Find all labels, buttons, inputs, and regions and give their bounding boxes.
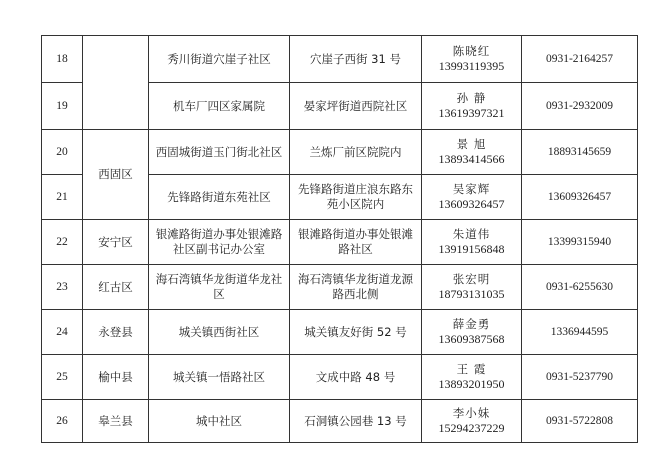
phone-cell: 0931-6255630: [522, 265, 638, 310]
contact-phone: 13893201950: [438, 377, 505, 391]
address-cell: 银滩路街道办事处银滩路社区: [290, 220, 422, 265]
address-cell: 文成中路 48 号: [290, 355, 422, 400]
community-cell: 海石湾镇华龙街道华龙社区: [149, 265, 290, 310]
community-cell: 城中社区: [149, 400, 290, 443]
address-cell: 石洞镇公园巷 13 号: [290, 400, 422, 443]
address-cell: 穴崖子西街 31 号: [290, 36, 422, 83]
phone-cell: 13609326457: [522, 175, 638, 220]
row-number: 26: [42, 400, 83, 443]
contact-cell: [422, 220, 522, 265]
row-number: 20: [42, 130, 83, 175]
district-cell: 榆中县: [83, 355, 149, 400]
community-cell: 先锋路街道东苑社区: [149, 175, 290, 220]
table-row: [42, 355, 638, 400]
phone-cell: 0931-2932009: [522, 83, 638, 130]
contact-name: 朱道伟: [452, 227, 491, 241]
contact-name: 景 旭: [456, 137, 487, 151]
district-cell: 安宁区: [83, 220, 149, 265]
contact-phone: 15294237229: [438, 421, 505, 435]
contact-cell: [422, 265, 522, 310]
contact-cell: [422, 36, 522, 83]
row-number: 18: [42, 36, 83, 83]
contact-name: 李小妹: [452, 406, 491, 420]
row-number: 19: [42, 83, 83, 130]
phone-cell: 13399315940: [522, 220, 638, 265]
district-cell: [83, 36, 149, 130]
contact-cell: [422, 175, 522, 220]
row-number: 25: [42, 355, 83, 400]
community-contact-table: [41, 35, 638, 443]
contact-cell: [422, 83, 522, 130]
contact-cell: [422, 400, 522, 443]
contact-cell: [422, 130, 522, 175]
contact-name: 陈晓红: [452, 44, 491, 58]
table-row: [42, 310, 638, 355]
table-row: [42, 265, 638, 310]
phone-cell: 1336944595: [522, 310, 638, 355]
contact-phone: 13919156848: [438, 242, 505, 256]
address-cell: 晏家坪街道西院社区: [290, 83, 422, 130]
community-cell: 城关镇一悟路社区: [149, 355, 290, 400]
table-row: [42, 36, 638, 83]
address-cell: 海石湾镇华龙街道龙源路西北侧: [290, 265, 422, 310]
contact-phone: 13893414566: [438, 152, 505, 166]
district-cell: 红古区: [83, 265, 149, 310]
row-number: 24: [42, 310, 83, 355]
address-cell: 城关镇友好街 52 号: [290, 310, 422, 355]
address-cell: 先锋路街道庄浪东路东苑小区院内: [290, 175, 422, 220]
contact-cell: [422, 310, 522, 355]
community-cell: 西固城街道玉门街北社区: [149, 130, 290, 175]
phone-cell: 0931-2164257: [522, 36, 638, 83]
community-cell: 银滩路街道办事处银滩路社区副书记办公室: [149, 220, 290, 265]
district-cell: 皋兰县: [83, 400, 149, 443]
address-cell: 兰炼厂前区院院内: [290, 130, 422, 175]
community-cell: 秀川街道穴崖子社区: [149, 36, 290, 83]
contact-cell: [422, 355, 522, 400]
contact-phone: 13619397321: [438, 106, 505, 120]
community-cell: 城关镇西街社区: [149, 310, 290, 355]
row-number: 21: [42, 175, 83, 220]
contact-name: 张宏明: [452, 272, 491, 286]
district-cell: 永登县: [83, 310, 149, 355]
table-row: [42, 130, 638, 175]
contact-name: 吴家辉: [452, 182, 491, 196]
table-row: [42, 400, 638, 443]
district-cell: 西固区: [83, 130, 149, 220]
phone-cell: 0931-5722808: [522, 400, 638, 443]
phone-cell: 0931-5237790: [522, 355, 638, 400]
contact-name: 薛金勇: [452, 317, 491, 331]
community-cell: 机车厂四区家属院: [149, 83, 290, 130]
contact-name: 孙 静: [456, 91, 487, 105]
phone-cell: 18893145659: [522, 130, 638, 175]
table-row: [42, 220, 638, 265]
contact-phone: 13609326457: [438, 197, 505, 211]
contact-name: 王 霞: [456, 362, 487, 376]
contact-phone: 13993119395: [438, 59, 505, 73]
row-number: 22: [42, 220, 83, 265]
row-number: 23: [42, 265, 83, 310]
contact-phone: 13609387568: [438, 332, 505, 346]
contact-phone: 18793131035: [438, 287, 505, 301]
